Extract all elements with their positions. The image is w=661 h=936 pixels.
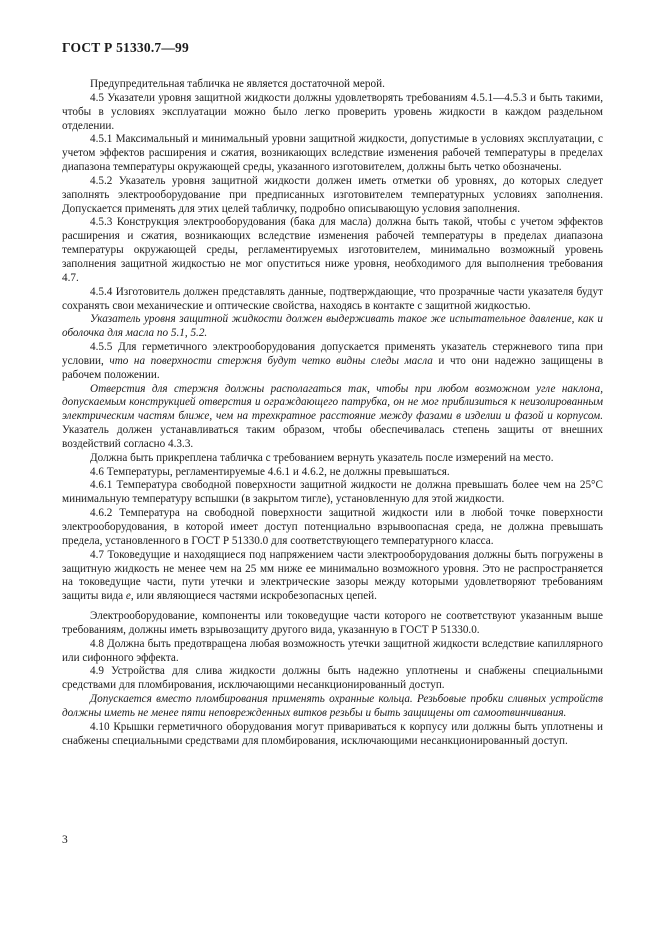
paragraph-text: Указатель должен устанавливаться таким образом, чтобы обеспечивалась степень защиты от внешних воздействий согласно 4.3.3.: [62, 424, 603, 450]
paragraph-text: Предупредительная табличка не является достаточной мерой.: [90, 78, 385, 90]
paragraph-text: 4.5 Указатели уровня защитной жидкости должны удовлетворять требованиям 4.5.1—4.5.3 и быть такими, чтобы в условиях эксплуатации можно было легко проверить уровень жидкости в каждом раздельном отделении.: [62, 91, 603, 132]
paragraph-text: Электрооборудование, компоненты или токоведущие части которого не соответствуют указанным выше требованиям, должны иметь взрывозащиту другого вида, указанную в ГОСТ Р 51330.0.: [62, 610, 603, 636]
paragraph-text: 4.5.3 Конструкция электрооборудования (бака для масла) должна быть такой, чтобы с учетом эффектов расширения и сжатия, возникающих вследствие изменения рабочей температуры в пределах диапазона температуры окружающей среды, регламентируемых изготовителем, минимально возможный уровень заполнения защитной жидкостью не мог опуститься ниже уровня, необходимого для выполнения требования 4.7.: [62, 216, 603, 284]
italic-fragment: что на поверхности стержня будут четко видны следы масла: [109, 354, 433, 367]
paragraph-text: 4.6 Температуры, регламентируемые 4.6.1 и 4.6.2, не должны превышаться.: [90, 465, 450, 478]
italic-fragment: Отверстия для стержня должны располагаться так, чтобы при любом возможном угле наклона, допускаемым конструкцией отверстия и ограждающего патрубка, он не мог приблизиться к неизолированным электрическим частям ближе, чем на трехкратное расстояние между фазами в изделии и фазой и корпусом.: [62, 382, 603, 423]
document-header: ГОСТ Р 51330.7—99: [62, 40, 189, 55]
paragraph-text: 4.6.2 Температура на свободной поверхности защитной жидкости или в любой точке поверхности электрооборудования, в которой имеет доступ потенциально взрывоопасная среда, не должна превышать предела, установленного в ГОСТ Р 51330.0 для соответствующего температурного класса.: [62, 507, 603, 547]
italic-paragraph: [62, 693, 603, 721]
paragraph: [62, 78, 603, 92]
paragraph-text: и что они надежно защищены в рабочем положении.: [62, 354, 603, 381]
paragraph-text: Должна быть прикреплена табличка с требованием вернуть указатель после измерений на место.: [90, 451, 554, 464]
paragraph: [62, 507, 603, 549]
paragraph: [62, 175, 603, 217]
paragraph: [62, 638, 603, 666]
paragraph: [62, 383, 603, 452]
paragraph: [62, 216, 603, 285]
paragraph-text: , или являющиеся частями искробезопасных цепей.: [130, 590, 377, 603]
paragraph-text: Указатель уровня защитной жидкости должен выдерживать такое же испытательное давление, как и оболочка для масла по 5.1, 5.2.: [62, 313, 603, 340]
paragraph: [62, 610, 603, 638]
paragraph-text: 4.5.1 Максимальный и минимальный уровни защитной жидкости, допустимые в условиях эксплуатации, с учетом эффектов расширения и сжатия, возникающих вследствие изменения рабочей температуры в пределах диапазона температуры окружающей среды, указанного изготовителем, должны быть четко обозначены.: [62, 133, 603, 174]
paragraph: [62, 341, 603, 383]
paragraph: [62, 466, 603, 480]
paragraph: [62, 452, 603, 466]
document-body: [62, 78, 603, 749]
paragraph: [62, 133, 603, 175]
paragraph-text: 4.6.1 Температура свободной поверхности защитной жидкости не должна превышать более чем на 25°С минимальную температуру вспышки (в закрытом тигле), установленную для этой жидкости.: [62, 479, 603, 506]
paragraph: [62, 92, 603, 134]
italic-paragraph: [62, 313, 603, 341]
paragraph-text: 4.5.5 Для герметичного электрооборудования допускается применять указатель стержневого типа при условии,: [62, 341, 603, 367]
paragraph-text: 4.9 Устройства для слива жидкости должны быть надежно уплотнены и снабжены специальными средствами для пломбирования, исключающими несанкционированный доступ.: [62, 665, 603, 692]
paragraph-text: 4.8 Должна быть предотвращена любая возможность утечки защитной жидкости вследствие капиллярного или сифонного эффекта.: [62, 637, 603, 664]
paragraph-text: 4.5.2 Указатель уровня защитной жидкости должен иметь отметки об уровнях, до которых следует заполнять электрооборудование при предписанных изготовителем температурных условиях заполнения. Допускается применять для этих целей табличку, подробно описывающую условия заполнения.: [62, 174, 603, 215]
paragraph: [62, 286, 603, 314]
page-number: 3: [62, 834, 68, 846]
paragraph: [62, 479, 603, 507]
paragraph-text: 4.10 Крышки герметичного оборудования могут привариваться к корпусу или должны быть уплотнены и снабжены специальными средствами для пломбирования, исключающими несанкционированный доступ.: [62, 720, 603, 747]
paragraph: [62, 721, 603, 749]
paragraph-text: Допускается вместо пломбирования применять охранные кольца. Резьбовые пробки сливных устройств должны иметь не менее пяти неповрежденных витков резьбы и быть защищены от самоотвинчивания.: [62, 693, 603, 719]
paragraph-text: 4.7 Токоведущие и находящиеся под напряжением части электрооборудования должны быть погружены в защитную жидкость не менее чем на 25 мм ниже ее минимально возможного уровня. Это не распространяется на токоведущие части, пути утечки и электрические зазоры между которыми удовлетворяют требованиям защиты вида: [62, 548, 603, 603]
paragraph-text: 4.5.4 Изготовитель должен представлять данные, подтверждающие, что прозрачные части указателя будут сохранять свои механические и оптические свойства, находясь в контакте с защитной жидкостью.: [62, 285, 603, 312]
italic-fragment: е: [125, 590, 131, 603]
paragraph: [62, 665, 603, 693]
paragraph: [62, 549, 603, 604]
